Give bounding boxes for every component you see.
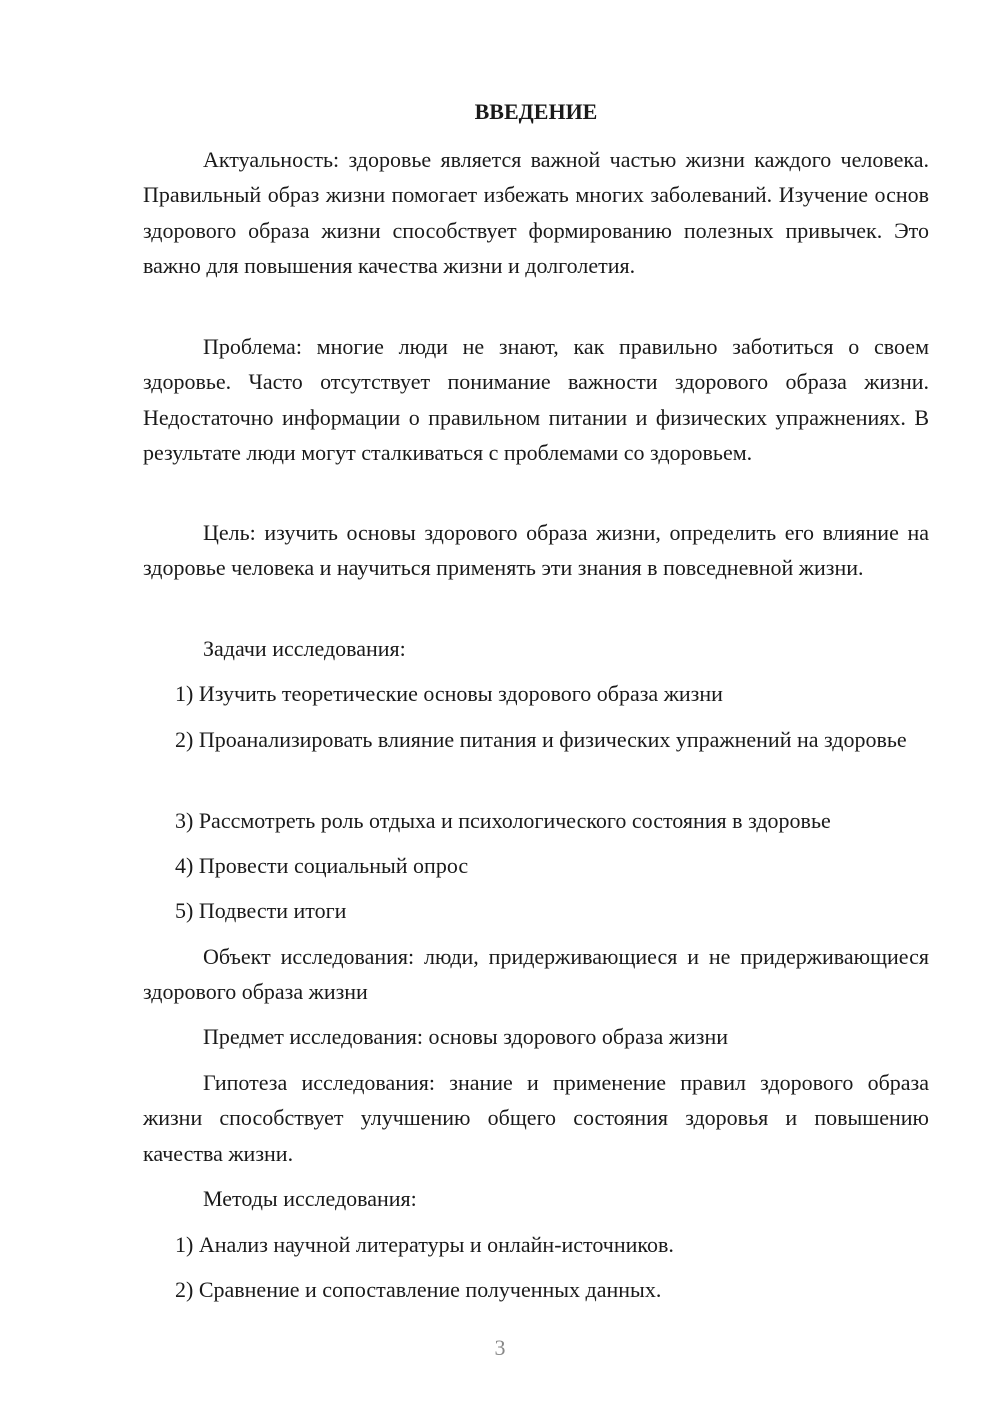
paragraph-relevance: Актуальность: здоровье является важной частью жизни каждого человека. Правильный образ жизни помогает избежать многих заболеваний. Изучение основ здорового образа жизни способствует формированию полезных привычек. Это важно для повышения качества жизни и долголетия.	[143, 147, 929, 279]
list-item-task-5: 5) Подвести итоги	[175, 898, 347, 923]
list-item-task-1: 1) Изучить теоретические основы здорового образа жизни	[175, 681, 723, 706]
paragraph-subject: Предмет исследования: основы здорового образа жизни	[203, 1024, 729, 1049]
paragraph-hypothesis: Гипотеза исследования: знание и применение правил здорового образа жизни способствует улучшению общего состояния здоровья и повышению качества жизни.	[143, 1070, 929, 1166]
paragraph-goal: Цель: изучить основы здорового образа жизни, определить его влияние на здоровье человека и научиться применять эти знания в повседневной жизни.	[143, 520, 929, 581]
paragraph-methods-heading: Методы исследования:	[203, 1186, 417, 1211]
paragraph-tasks-heading: Задачи исследования:	[203, 636, 406, 661]
page-number: 3	[494, 1335, 506, 1360]
list-item-method-1: 1) Анализ научной литературы и онлайн-источников.	[175, 1232, 674, 1257]
page-title: ВВЕДЕНИЕ	[474, 99, 598, 124]
paragraph-problem: Проблема: многие люди не знают, как правильно заботиться о своем здоровье. Часто отсутствует понимание важности здорового образа жизни. Недостаточно информации о правильном питании и физических упражнениях. В результате люди могут сталкиваться с проблемами со здоровьем.	[143, 334, 929, 466]
list-item-task-3: 3) Рассмотреть роль отдыха и психологического состояния в здоровье	[175, 808, 831, 833]
document-page	[143, 0, 929, 1414]
list-item-task-4: 4) Провести социальный опрос	[175, 853, 469, 878]
list-item-method-2: 2) Сравнение и сопоставление полученных данных.	[175, 1277, 662, 1302]
list-item-task-2: 2) Проанализировать влияние питания и физических упражнений на здоровье	[175, 727, 907, 752]
paragraph-object: Объект исследования: люди, придерживающиеся и не придерживающиеся здорового образа жизни	[143, 944, 929, 1005]
